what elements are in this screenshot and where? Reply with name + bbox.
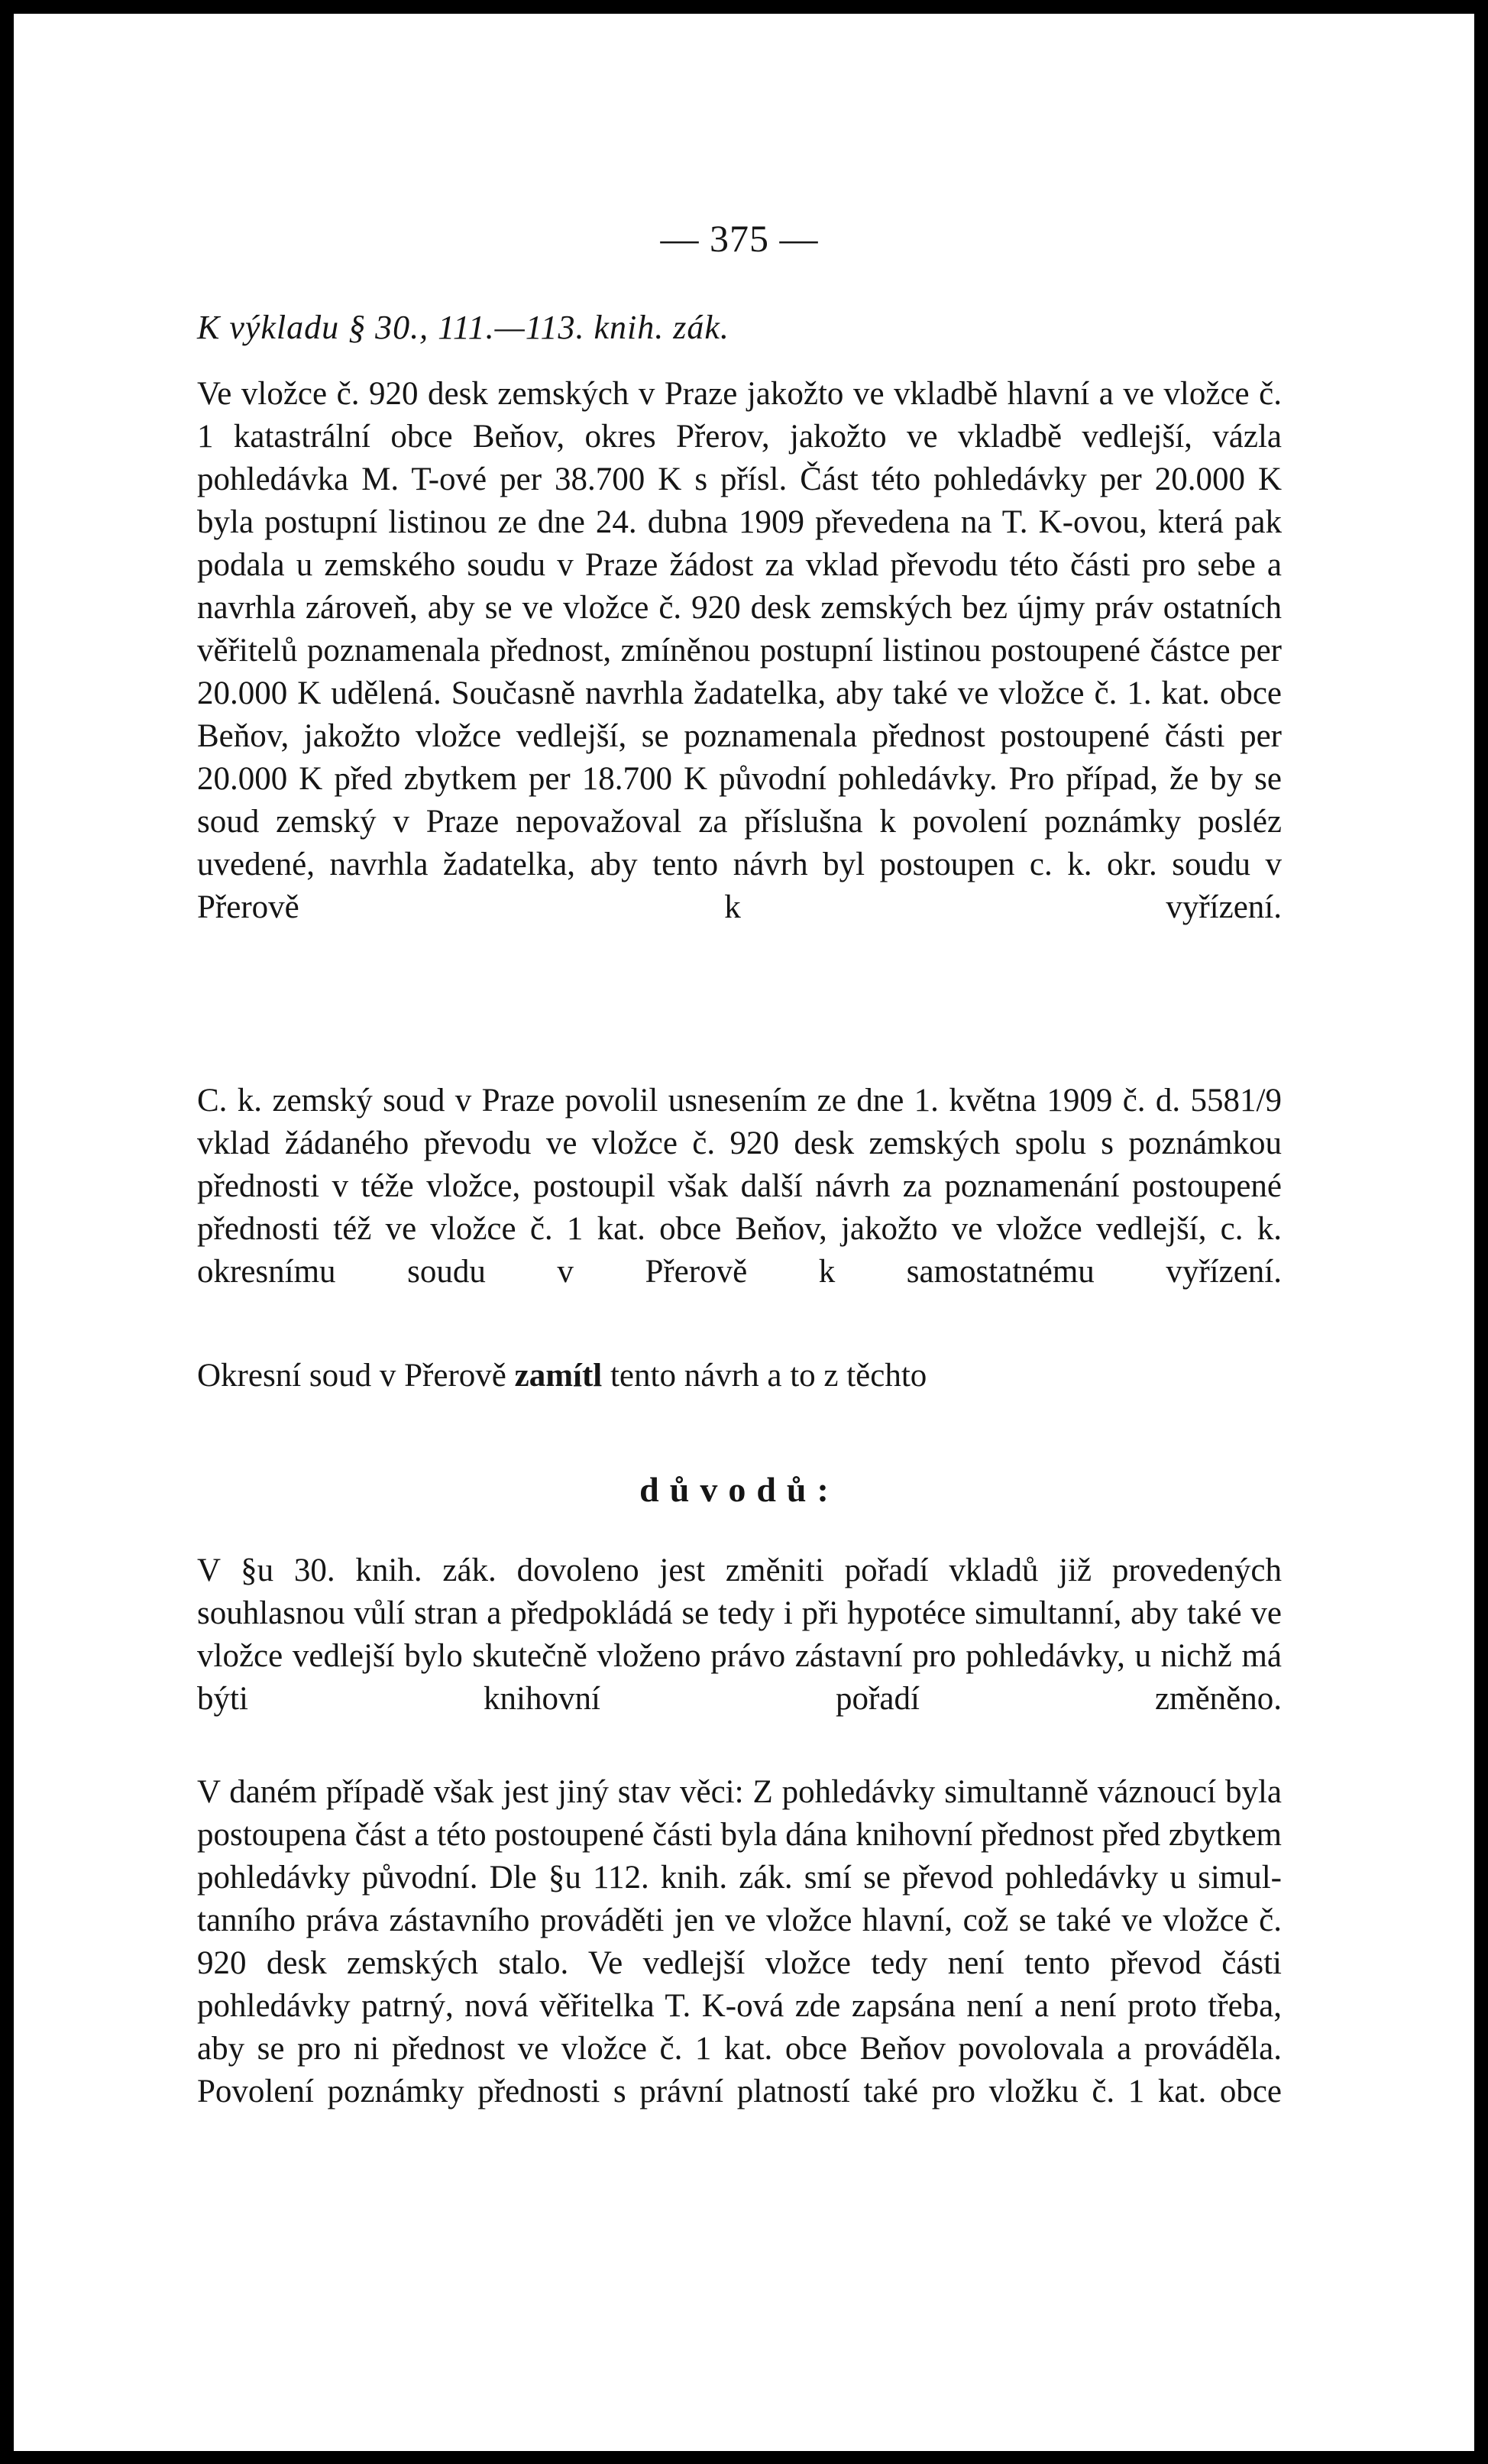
reasons-heading: důvodů: xyxy=(639,1470,839,1509)
paragraph-4: V §u 30. knih. zák. dovoleno jest změniti pořadí vkladů již provedených souhlasnou vůlí stran a předpokládá se tedy i při hypotéce simultanní, aby také ve vložce vedlejší bylo skutečně vloženo právo zástavní pro pohledávky, u nichž má býti knihovní pořadí změněno. xyxy=(197,1553,1282,1717)
paragraph-3-start: Okresní soud v Přerově xyxy=(197,1358,506,1394)
paragraph-5: V daném případě však jest jiný stav věci: Z pohledávky simultanně váznoucí byla postoupena část a této postoupené části byla dána knihovní přednost před zbytkem pohledávky původní. Dle §u 112. knih. zák. smí se převod pohledávky u simultanního práva zástavního prováděti jen ve vložce hlavní, což se také ve vložce č. 920 desk zemských stalo. Ve vedlejší vložce tedy není tento převod části pohledávky patrný, nová věřitelka T. K-ová zde zapsána není a není proto třeba, aby se pro ni přednost ve vložce č. 1 kat. obce Beňov povolovala a prováděla. Povolení poznámky přednosti s právní platností také pro vložku č. 1 kat. obce xyxy=(197,1774,1282,2109)
page-number: — 375 — xyxy=(660,217,819,260)
paragraph-3-bold: zamítl xyxy=(514,1358,603,1394)
scanned-page xyxy=(14,14,1474,2451)
paragraph-1: Ve vložce č. 920 desk zemských v Praze jakožto ve vkladbě hlavní a ve vložce č. 1 katastrální obce Beňov, okres Přerov, jakožto ve vkladbě vedlejší, vázla pohledávka M. T-ové per 38.700 K s přísl. Část této pohledávky per 20.000 K byla postupní listinou ze dne 24. dubna 1909 převedena na T. K-ovou, která pak podala u zemského soudu v Praze žádost za vklad převodu této části pro sebe a navrhla zároveň, aby se ve vložce č. 920 desk zemských bez újmy práv ostatních věřitelů poznamenala přednost, zmíněnou postupní listinou postoupené částce per 20.000 K udělená. Současně navrhla žadatelka, aby také ve vložce č. 1. kat. obce Beňov, jakožto vložce vedlejší, se poznamenala přednost postoupené části per 20.000 K před zbytkem per 18.700 K původní pohledávky. Pro případ, že by se soud zemský v Praze nepovažoval za příslušna k povolení poznámky posléz uvedené, navrhla žadatelka, aby tento návrh byl postoupen c. k. okr. soudu v Přerově k vyřízení. xyxy=(197,376,1282,925)
paragraph-2: C. k. zemský soud v Praze povolil usnesením ze dne 1. května 1909 č. d. 5581/9 vklad žádaného převodu ve vložce č. 920 desk zemských spolu s poznámkou přednosti v téže vložce, postoupil však další návrh za poznamenání postoupené přednosti též ve vložce č. 1 kat. obce Beňov, jakožto ve vložce vedlejší, c. k. okresnímu soudu v Přerově k samostatnému vyřízení. xyxy=(197,1083,1282,1290)
paragraph-3 xyxy=(197,1355,1282,1397)
section-heading: K výkladu § 30., 111.—113. knih. zák. xyxy=(197,309,729,346)
paragraph-3-end: tento návrh a to z těchto xyxy=(610,1358,927,1394)
